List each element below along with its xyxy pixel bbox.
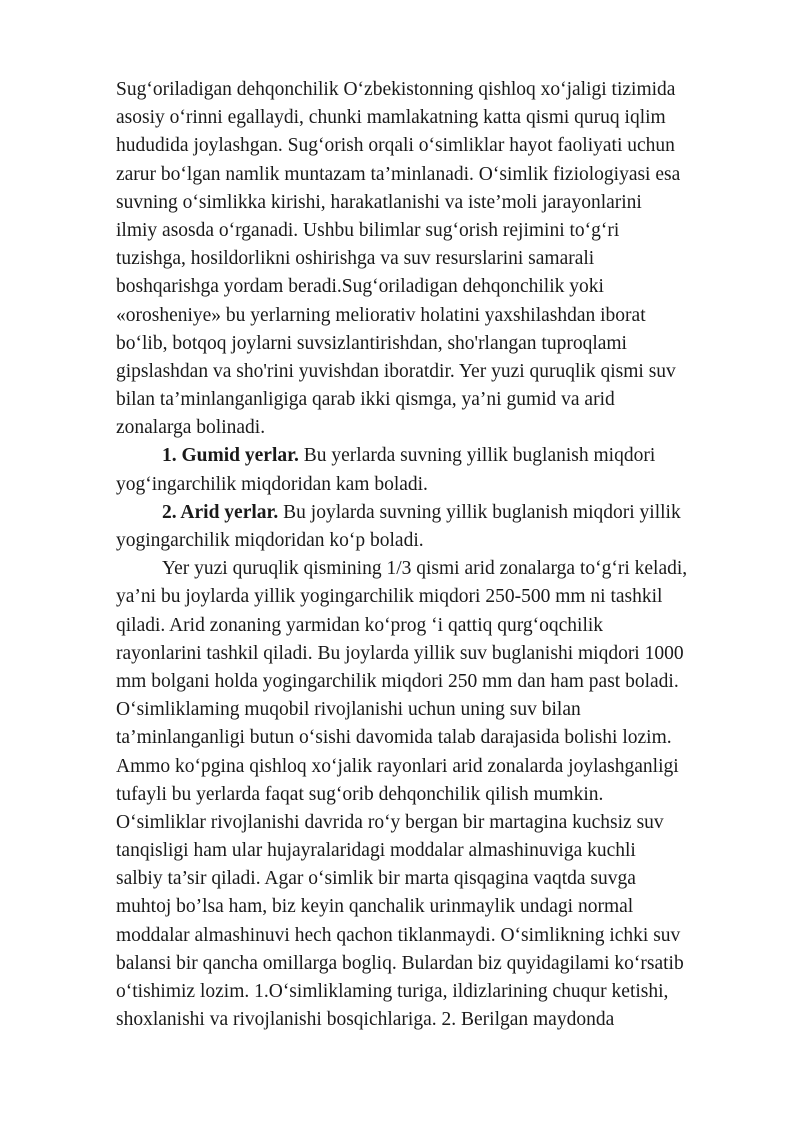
- text-line: qiladi. Arid zonaning yarmidan ko‘prog ‘i qattiq qurg‘oqchilik: [116, 614, 604, 636]
- text-line: mm bolgani holda yogingarchilik miqdori 250 mm dan ham past boladi.: [116, 670, 679, 692]
- text-line: Ammo ko‘pgina qishloq xo‘jalik rayonlari arid zonalarda joylashganligi: [116, 755, 679, 777]
- text-line: rayonlarini tashkil qiladi. Bu joylarda yillik suv buglanishi miqdori 1000: [116, 642, 684, 664]
- text-line: moddalar almashinuvi hech qachon tiklanmaydi. O‘simlikning ichki suv: [116, 924, 681, 946]
- item-heading: 1. Gumid yerlar.: [162, 445, 299, 467]
- text-line: bo‘lib, botqoq joylarni suvsizlantirishdan, sho'rlangan tuproqlami: [116, 332, 627, 354]
- text-line: balansi bir qancha omillarga bogliq. Bulardan biz quyidagilami ko‘rsatib: [116, 952, 684, 974]
- text-line: tuzishga, hosildorlikni oshirishga va suv resurslarini samarali: [116, 248, 595, 270]
- text-line: yogingarchilik miqdoridan ko‘p boladi.: [116, 530, 424, 551]
- text-line: tanqisligi ham ular hujayralaridagi moddalar almashinuviga kuchli: [116, 840, 636, 862]
- main-paragraph: [116, 555, 746, 1034]
- text-line: salbiy ta’sir qiladi. Agar o‘simlik bir marta qisqagina vaqtda suvga: [116, 868, 636, 890]
- text-line: gipslashdan va sho'rini yuvishdan iboratdir. Yer yuzi quruqlik qismi suv: [116, 360, 676, 382]
- text-line: hududida joylashgan. Sug‘orish orqali o‘simliklar hayot faoliyati uchun: [116, 135, 675, 157]
- text-line: suvning o‘simlikka kirishi, harakatlanishi va iste’moli jarayonlarini: [116, 191, 642, 213]
- intro-paragraph: [116, 76, 746, 442]
- text-line: tufayli bu yerlarda faqat sug‘orib dehqonchilik qilish mumkin.: [116, 783, 604, 805]
- text-line: O‘simliklar rivojlanishi davrida ro‘y bergan bir martagina kuchsiz suv: [116, 811, 664, 833]
- document-body: [116, 76, 746, 1034]
- text-line: Yer yuzi quruqlik qismining 1/3 qismi arid zonalarga to‘g‘ri keladi,: [162, 558, 688, 580]
- item-text: Bu yerlarda suvning yillik buglanish miqdori: [298, 445, 656, 467]
- text-line: o‘tishimiz lozim. 1.O‘simliklaming turiga, ildizlarining chuqur ketishi,: [116, 981, 669, 1002]
- text-line: ta’minlanganligi butun o‘sishi davomida talab darajasida bolishi lozim.: [116, 727, 672, 749]
- text-line: [116, 499, 746, 527]
- list-item-gumid: [116, 442, 746, 498]
- item-text: Bu joylarda suvning yillik buglanish miqdori yillik: [278, 501, 681, 523]
- text-line: boshqarishga yordam beradi.Sug‘oriladigan dehqonchilik yoki: [116, 276, 604, 298]
- text-line: zonalarga bolinadi.: [116, 417, 266, 439]
- text-line: muhtoj bo’lsa ham, biz keyin qanchalik urinmaylik undagi normal: [116, 896, 634, 918]
- text-line: yog‘ingarchilik miqdoridan kam boladi.: [116, 473, 428, 495]
- text-line: Sug‘oriladigan dehqonchilik O‘zbekistonning qishloq xo‘jaligi tizimida: [116, 79, 676, 100]
- text-line: O‘simliklaming muqobil rivojlanishi uchun uning suv bilan: [116, 699, 581, 721]
- item-heading: 2. Arid yerlar.: [162, 501, 279, 523]
- text-line: asosiy o‘rinni egallaydi, chunki mamlakatning katta qismi quruq iqlim: [116, 107, 666, 129]
- text-line: bilan ta’minlanganligiga qarab ikki qismga, ya’ni gumid va arid: [116, 389, 615, 411]
- list-item-arid: [116, 499, 746, 555]
- text-line: ya’ni bu joylarda yillik yogingarchilik miqdori 250-500 mm ni tashkil: [116, 586, 663, 608]
- text-line: shoxlanishi va rivojlanishi bosqichlariga. 2. Berilgan maydonda: [116, 1009, 615, 1031]
- text-line: zarur bo‘lgan namlik muntazam ta’minlanadi. O‘simlik fiziologiyasi esa: [116, 163, 681, 185]
- text-line: [116, 442, 746, 470]
- text-line: ilmiy asosda o‘rganadi. Ushbu bilimlar sug‘orish rejimini to‘g‘ri: [116, 219, 620, 241]
- text-line: «orosheniye» bu yerlarning meliorativ holatini yaxshilashdan iborat: [116, 304, 646, 326]
